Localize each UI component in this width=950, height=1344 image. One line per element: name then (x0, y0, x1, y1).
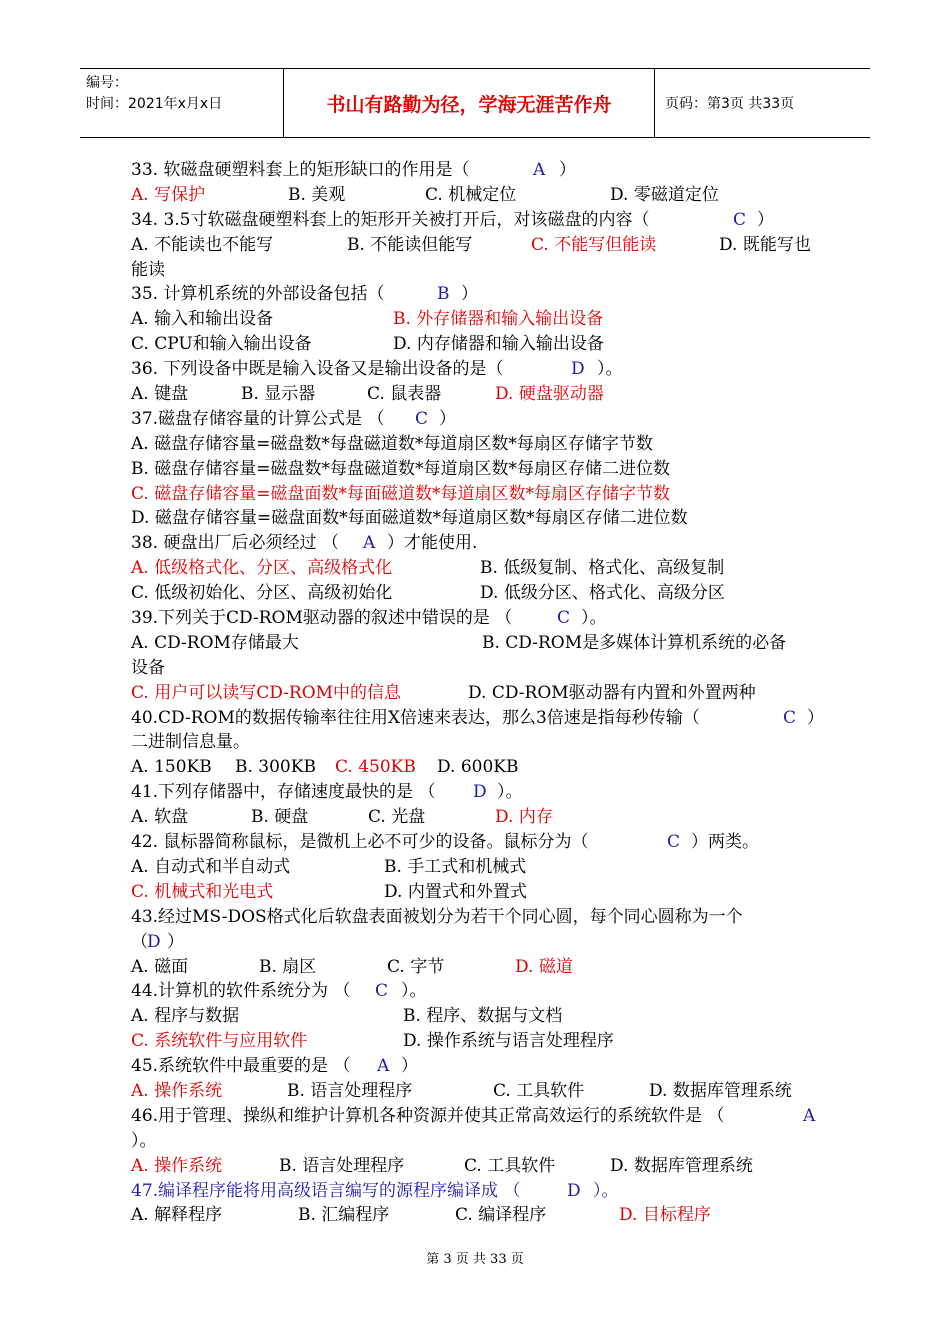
text-segment: ） (461, 284, 478, 305)
text-segment: ） (757, 209, 774, 230)
answer-key: 47.编译程序能将用高级语言编写的源程序编译成 （ (131, 1180, 521, 1201)
text-segment: A. 输入和输出设备 (131, 309, 274, 330)
text-segment: D. 600KB (437, 757, 519, 778)
text-segment: D. 磁盘存储容量=磁盘面数*每面磁道数*每道扇区数*每扇区存储二进位数 (131, 508, 688, 529)
text-line (131, 1029, 823, 1054)
text-segment: A. 不能读也不能写 (131, 234, 274, 255)
text-line (131, 233, 823, 258)
text-line (131, 656, 823, 681)
text-segment: C. 编译程序 (455, 1205, 547, 1226)
answer-key: A (803, 1105, 816, 1126)
text-segment: B. 汇编程序 (298, 1205, 390, 1226)
text-line (131, 282, 823, 307)
text-line (131, 531, 823, 556)
text-line (131, 158, 823, 183)
text-segment: 二进制信息量。 (131, 732, 250, 753)
answer-key: A (533, 160, 546, 180)
text-line (131, 830, 823, 855)
text-line (131, 556, 823, 581)
text-segment: C. 字节 (387, 956, 445, 977)
text-segment: ） (401, 1056, 418, 1077)
text-line (131, 631, 823, 656)
answer-key: C (783, 707, 797, 728)
text-line (131, 1054, 823, 1079)
text-segment: ） (167, 931, 184, 952)
text-line (131, 706, 823, 731)
text-segment: B. 不能读但能写 (347, 234, 473, 255)
text-segment: B. 300KB (235, 757, 316, 778)
correct-option: C. 机械式和光电式 (131, 881, 274, 902)
correct-option: C. 系统软件与应用软件 (131, 1031, 308, 1052)
correct-option: B. 外存储器和输入输出设备 (393, 309, 604, 330)
correct-option: A. 操作系统 (131, 1155, 223, 1176)
text-line (131, 183, 823, 208)
correct-option: D. 磁道 (515, 956, 573, 977)
text-segment: B. 手工式和机械式 (384, 856, 527, 877)
header-meta (80, 69, 283, 137)
answer-key: D (473, 782, 487, 803)
question-list (131, 158, 823, 1228)
text-segment: B. 低级复制、格式化、高级复制 (480, 558, 725, 579)
text-line (131, 258, 823, 283)
text-segment: B. 磁盘存储容量=磁盘数*每盘磁道数*每道扇区数*每扇区存储二进位数 (131, 458, 671, 479)
text-line (131, 905, 823, 930)
text-line (131, 1154, 823, 1179)
text-line (131, 208, 823, 233)
text-line (131, 506, 823, 531)
answer-key: C (557, 608, 571, 629)
correct-option: D. 硬盘驱动器 (495, 384, 604, 405)
correct-option: C. 用户可以读写CD-ROM中的信息 (131, 682, 402, 703)
answer-key: C (733, 209, 747, 230)
text-segment: C. 光盘 (368, 807, 426, 828)
text-segment: A. 150KB (131, 757, 212, 778)
text-line (131, 581, 823, 606)
correct-option: A. 操作系统 (131, 1080, 223, 1101)
text-segment: 39.下列关于CD-ROM驱动器的叙述中错误的是 （ (131, 608, 513, 629)
answer-key: D (147, 931, 161, 952)
text-line (131, 1079, 823, 1104)
text-segment: ） (559, 160, 576, 180)
answer-key: A (377, 1056, 390, 1077)
answer-key: D (567, 1180, 581, 1201)
answer-key: A (363, 533, 376, 554)
text-segment: C. 低级初始化、分区、高级初始化 (131, 583, 393, 604)
text-segment: ） (439, 408, 456, 429)
text-segment: 40.CD-ROM的数据传输率往往用X倍速来表达，那么3倍速是指每秒传输（ (131, 707, 700, 728)
text-segment: D. 数据库管理系统 (649, 1080, 792, 1101)
text-segment: B. 扇区 (259, 956, 317, 977)
text-segment: ） (807, 707, 824, 728)
text-segment: 34. 3.5寸软磁盘硬塑料套上的矩形开关被打开后，对该磁盘的内容（ (131, 209, 650, 230)
text-line (131, 407, 823, 432)
text-line (131, 1004, 823, 1029)
text-segment: 36. 下列设备中既是输入设备又是输出设备的是（ (131, 359, 504, 380)
text-segment: C. 工具软件 (493, 1080, 585, 1101)
correct-option: D. 内存 (495, 807, 553, 828)
text-segment: B. 美观 (288, 184, 346, 205)
text-segment: C. 工具软件 (464, 1155, 556, 1176)
text-segment: D. 数据库管理系统 (610, 1155, 753, 1176)
answer-key: B (437, 284, 450, 305)
text-segment: D. CD-ROM驱动器有内置和外置两种 (468, 682, 756, 703)
text-line (131, 979, 823, 1004)
text-segment: A. 磁盘存储容量=磁盘数*每盘磁道数*每道扇区数*每扇区存储字节数 (131, 433, 653, 454)
answer-key: C (375, 981, 389, 1002)
text-segment: B. 硬盘 (251, 807, 309, 828)
text-line (131, 681, 823, 706)
text-segment: D. 既能写也 (719, 234, 811, 255)
text-segment: D. 内置式和外置式 (384, 881, 527, 902)
text-segment: A. 键盘 (131, 384, 189, 405)
text-line (131, 482, 823, 507)
text-line (131, 1129, 823, 1154)
text-segment: 45.系统软件中最重要的是 （ (131, 1056, 351, 1077)
text-segment: B. CD-ROM是多媒体计算机系统的必备 (482, 632, 787, 653)
text-segment: B. 程序、数据与文档 (403, 1006, 563, 1027)
correct-option: C. 450KB (335, 757, 416, 778)
text-line (131, 382, 823, 407)
text-segment: B. 显示器 (241, 384, 316, 405)
text-line (131, 730, 823, 755)
text-segment: 设备 (131, 657, 165, 678)
text-line (131, 805, 823, 830)
text-segment: A. 解释程序 (131, 1205, 223, 1226)
text-segment: 42. 鼠标器简称鼠标，是微机上必不可少的设备。鼠标分为（ (131, 832, 589, 853)
page-header (80, 68, 870, 138)
text-line (131, 307, 823, 332)
text-line (131, 332, 823, 357)
text-line (131, 1203, 823, 1228)
correct-option: A. 写保护 (131, 184, 206, 205)
text-segment: C. CPU和输入输出设备 (131, 334, 312, 355)
text-segment: D. 低级分区、格式化、高级分区 (480, 583, 725, 604)
text-segment: （ (131, 931, 148, 952)
text-line (131, 1104, 823, 1129)
text-line (131, 930, 823, 955)
text-segment: A. 软盘 (131, 807, 189, 828)
page-indicator: 页码：第3页 共33页 (665, 96, 795, 112)
text-line (131, 357, 823, 382)
correct-option: C. 磁盘存储容量=磁盘面数*每面磁道数*每道扇区数*每扇区存储字节数 (131, 483, 670, 504)
text-segment: ）。 (131, 1130, 157, 1151)
text-segment: ）两类。 (691, 832, 759, 853)
text-segment: 44.计算机的软件系统分为 （ (131, 981, 351, 1002)
text-segment: 37.磁盘存储容量的计算公式是 （ (131, 408, 385, 429)
correct-option: A. 低级格式化、分区、高级格式化 (131, 558, 393, 579)
text-line (131, 855, 823, 880)
text-segment: ）。 (597, 359, 623, 380)
text-segment: B. 语言处理程序 (279, 1155, 405, 1176)
text-segment: ）才能使用. (387, 533, 478, 554)
text-segment: A. 自动式和半自动式 (131, 856, 291, 877)
answer-key: C (415, 408, 429, 429)
text-line (131, 755, 823, 780)
time-label: 时间：2021年x月x日 (86, 96, 223, 112)
text-segment: 43.经过MS-DOS格式化后软盘表面被划分为若干个同心圆，每个同心圆称为一个 (131, 906, 743, 927)
text-segment: B. 语言处理程序 (287, 1080, 413, 1101)
text-segment: A. 磁面 (131, 956, 189, 977)
code-label: 编号： (86, 75, 128, 91)
text-line (131, 880, 823, 905)
text-segment: A. CD-ROM存储最大 (131, 632, 299, 653)
text-segment: D. 零磁道定位 (610, 184, 719, 205)
text-segment: D. 内存储器和输入输出设备 (393, 334, 604, 355)
text-line (131, 606, 823, 631)
text-segment: ）。 (581, 608, 607, 629)
text-segment: C. 鼠表器 (367, 384, 442, 405)
text-line (131, 955, 823, 980)
page-footer: 第 3 页 共 33 页 (426, 1252, 524, 1267)
text-segment: 33. 软磁盘硬塑料套上的矩形缺口的作用是（ (131, 160, 470, 180)
text-segment: 能读 (131, 259, 165, 280)
text-segment: ）。 (401, 981, 427, 1002)
text-line (131, 432, 823, 457)
text-segment: 38. 硬盘出厂后必须经过 （ (131, 533, 339, 554)
text-segment: 46.用于管理、操纵和维护计算机各种资源并使其正常高效运行的系统软件是 （ (131, 1105, 725, 1126)
text-line (131, 457, 823, 482)
correct-option: C. 不能写但能读 (531, 234, 657, 255)
answer-key: C (667, 832, 681, 853)
text-segment: C. 机械定位 (425, 184, 517, 205)
answer-key: D (571, 359, 585, 380)
answer-key: ）。 (593, 1180, 619, 1201)
motto: 书山有路勤为径，学海无涯苦作舟 (326, 93, 612, 116)
text-segment: 41.下列存储器中，存储速度最快的是 （ (131, 782, 436, 803)
text-line (131, 780, 823, 805)
text-line (131, 1179, 823, 1204)
text-segment: A. 程序与数据 (131, 1006, 240, 1027)
text-segment: D. 操作系统与语言处理程序 (403, 1031, 614, 1052)
text-segment: ）。 (497, 782, 523, 803)
text-segment: 35. 计算机系统的外部设备包括（ (131, 284, 385, 305)
correct-option: D. 目标程序 (619, 1205, 711, 1226)
